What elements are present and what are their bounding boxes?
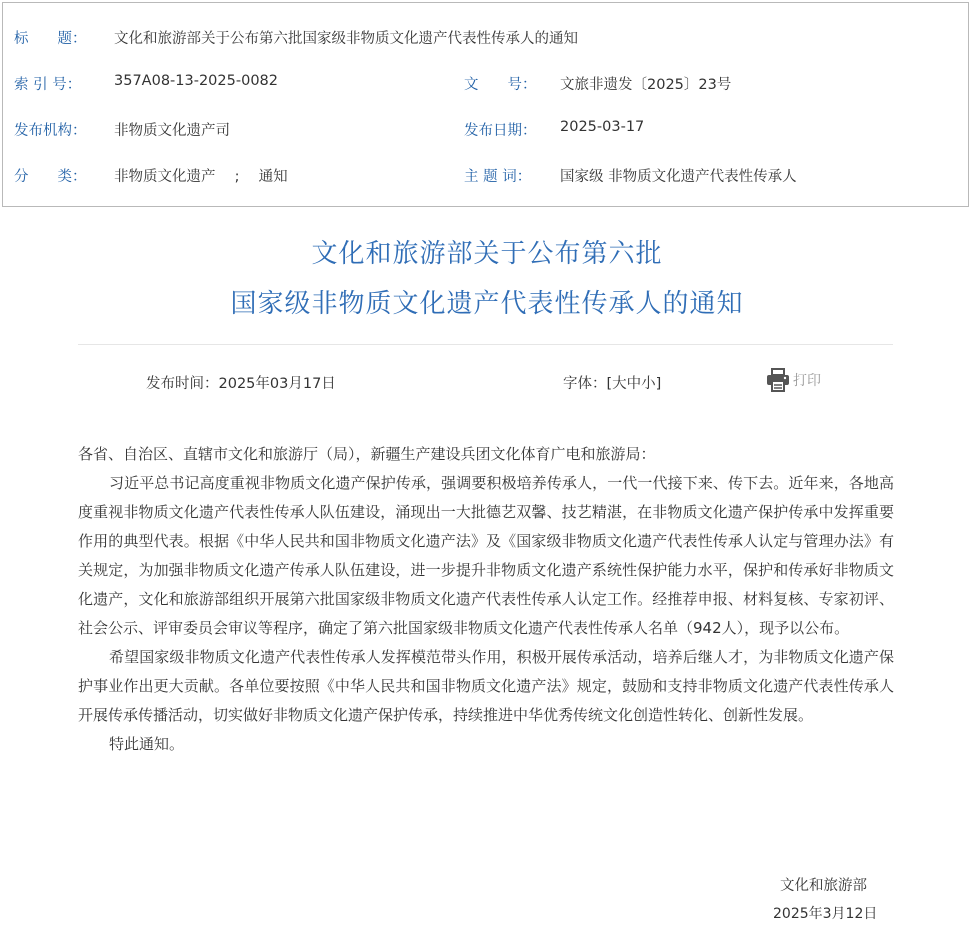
font-size-small[interactable]: 小 — [641, 376, 656, 392]
print-button[interactable] — [765, 367, 821, 393]
docno-value: 文旅非遗发〔2025〕23号 — [560, 77, 732, 93]
font-size-large[interactable]: 大 — [612, 376, 627, 392]
meta-row-category — [3, 165, 968, 189]
date-value: 2025-03-17 — [560, 119, 645, 135]
title-value: 文化和旅游部关于公布第六批国家级非物质文化遗产代表性传承人的通知 — [114, 31, 578, 47]
article-body — [78, 440, 894, 759]
article-title-line-1: 文化和旅游部关于公布第六批 — [311, 239, 663, 269]
meta-row-title — [3, 27, 968, 51]
meta-row-index — [3, 73, 968, 97]
document-metadata-box — [2, 2, 969, 207]
title-divider — [78, 344, 893, 345]
salutation: 各省、自治区、直辖市文化和旅游厅（局），新疆生产建设兵团文化体育广电和旅游局： — [78, 445, 656, 463]
title-label: 标 题： — [14, 31, 87, 47]
publish-time: 发布时间：2025年03月17日 — [146, 376, 336, 392]
paragraph-1: 习近平总书记高度重视非物质文化遗产保护传承，强调要积极培养传承人，一代一代接下来、传下去。近年来，各地高度重视非物质文化遗产代表性传承人队伍建设，涌现出一大批德艺双馨、技艺精湛，在非物质文化遗产保护传承中发挥重要作用的典型代表。根据《中华人民共和国非物质文化遗产法》及《国家级非物质文化遗产代表性传承人认定与管理办法》有关规定，为加强非物质文化遗产传承人队伍建设，进一步提升非物质文化遗产系统性保护能力水平，保护和传承好非物质文化遗产，文化和旅游部组织开展第六批国家级非物质文化遗产代表性传承人认定工作。经推荐申报、材料复核、专家初评、社会公示、评审委员会审议等程序，确定了第六批国家级非物质文化遗产代表性传承人名单（942人），现予以公布。 — [78, 474, 894, 637]
signature-date: 2025年3月12日 — [773, 906, 878, 922]
keywords-value: 国家级 非物质文化遗产代表性传承人 — [560, 169, 797, 185]
issuer-value: 非物质文化遗产司 — [114, 123, 230, 139]
article-title-line-2: 国家级非物质文化遗产代表性传承人的通知 — [230, 289, 744, 319]
issuer-label: 发布机构： — [14, 123, 87, 139]
index-label: 索 引 号： — [14, 77, 82, 93]
font-size-open-bracket: [ — [606, 376, 613, 392]
index-value: 357A08-13-2025-0082 — [114, 73, 278, 89]
font-size-label: 字体： — [563, 376, 607, 392]
font-size-close-bracket: ] — [655, 376, 662, 392]
date-label: 发布日期： — [464, 123, 537, 139]
closing: 特此通知。 — [109, 735, 185, 753]
printer-icon — [765, 367, 791, 393]
font-size-switcher — [563, 372, 661, 393]
signature-org: 文化和旅游部 — [780, 878, 867, 894]
font-size-medium[interactable]: 中 — [626, 376, 642, 392]
keywords-label: 主 题 词： — [464, 169, 532, 185]
category-value: 非物质文化遗产 ; 通知 — [114, 169, 288, 185]
docno-label: 文 号： — [464, 77, 537, 93]
paragraph-2: 希望国家级非物质文化遗产代表性传承人发挥模范带头作用，积极开展传承活动，培养后继人才，为非物质文化遗产保护事业作出更大贡献。各单位要按照《中华人民共和国非物质文化遗产法》规定，鼓励和支持非物质文化遗产代表性传承人开展传承传播活动，切实做好非物质文化遗产保护传承，持续推进中华优秀传统文化创造性转化、创新性发展。 — [78, 648, 894, 724]
meta-row-issuer — [3, 119, 968, 143]
print-label: 打印 — [793, 373, 821, 389]
category-label: 分 类： — [14, 169, 87, 185]
